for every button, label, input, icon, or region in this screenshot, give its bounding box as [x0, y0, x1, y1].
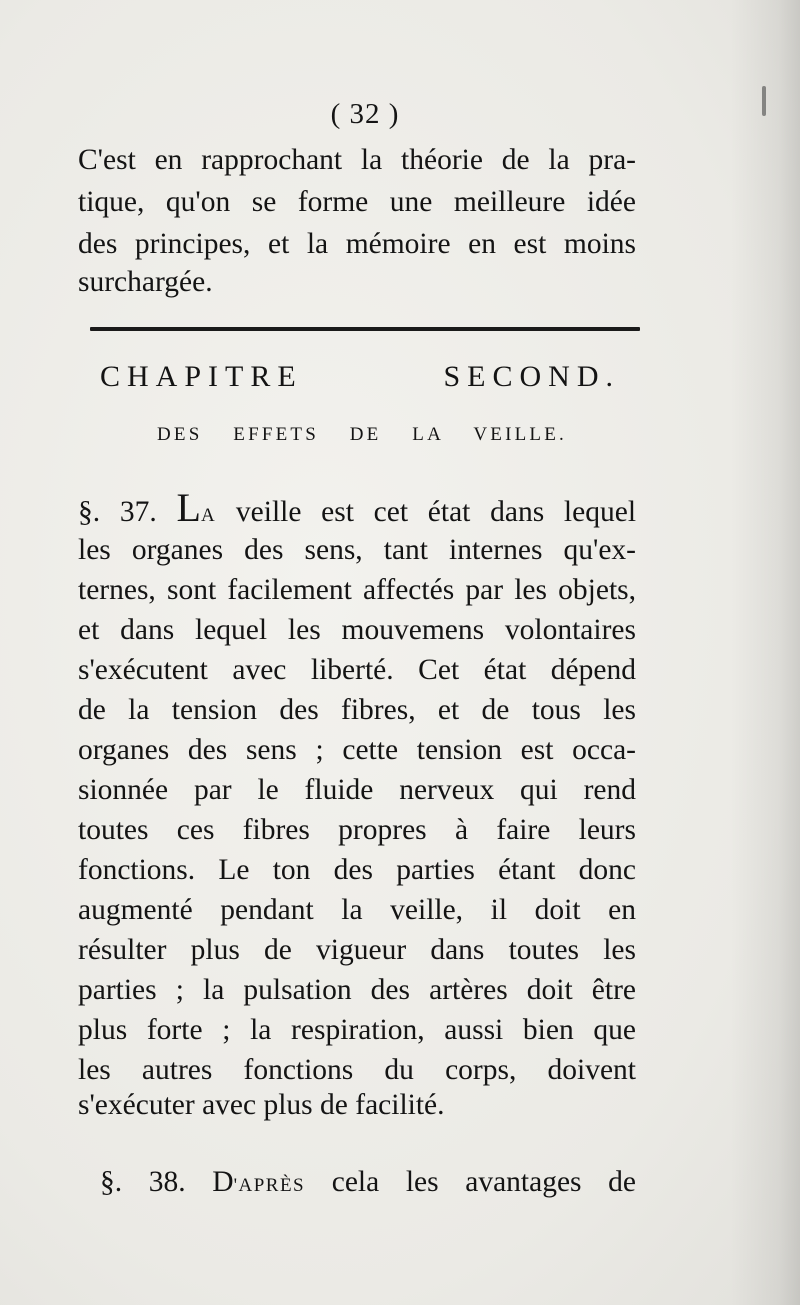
page-number: ( 32 ) — [330, 98, 400, 130]
paragraph-line: les organes des sens, tant internes qu'ex- — [78, 534, 636, 566]
paragraph-line: plus forte ; la respiration, aussi bien que — [78, 1014, 636, 1046]
binding-mark — [762, 86, 766, 116]
chapter-title: CHAPITRE SECOND. — [100, 360, 620, 393]
intro-line: C'est en rapprochant la théorie de la pra- — [78, 144, 636, 176]
chapter-subtitle: DES EFFETS DE LA VEILLE. — [157, 424, 567, 445]
intro-line: des principes, et la mémoire en est moins — [78, 228, 636, 260]
paragraph-line: augmenté pendant la veille, il doit en — [78, 894, 636, 926]
drop-cap: D — [212, 1166, 234, 1198]
intro-line: tique, qu'on se forme une meilleure idée — [78, 186, 636, 218]
section-mark: §. 38. — [100, 1166, 186, 1198]
paragraph-line: de la tension des fibres, et de tous les — [78, 694, 636, 726]
paragraph-line: résulter plus de vigueur dans toutes les — [78, 934, 636, 966]
intro-line: surchargée. — [78, 266, 213, 298]
drop-cap: L — [176, 485, 201, 530]
paragraph-line: toutes ces fibres propres à faire leurs — [78, 814, 636, 846]
paragraph-line: s'exécutent avec liberté. Cet état dépend — [78, 654, 636, 686]
paragraph-line: parties ; la pulsation des artères doit être — [78, 974, 636, 1006]
first-line-text: cela les avantages de — [305, 1166, 637, 1198]
paragraph-line: organes des sens ; cette tension est occa- — [78, 734, 636, 766]
paragraph-line: ternes, sont facilement affectés par les objets, — [78, 574, 636, 606]
page-edge-shadow — [730, 0, 800, 1305]
paragraph-line: les autres fonctions du corps, doivent — [78, 1054, 636, 1086]
paragraph-38-first-line — [100, 1162, 636, 1206]
small-caps: 'APRÈS — [233, 1175, 306, 1196]
chapter-rule — [90, 327, 640, 331]
paragraph-line: s'exécuter avec plus de facilité. — [78, 1089, 445, 1121]
paragraph-line: fonctions. Le ton des parties étant donc — [78, 854, 636, 886]
first-line-text: veille est cet état dans lequel — [216, 496, 637, 528]
small-caps: A — [200, 505, 217, 526]
section-mark: §. 37. — [78, 496, 157, 528]
paragraph-line: et dans lequel les mouvemens volontaires — [78, 614, 636, 646]
paragraph-line: sionnée par le fluide nerveux qui rend — [78, 774, 636, 806]
